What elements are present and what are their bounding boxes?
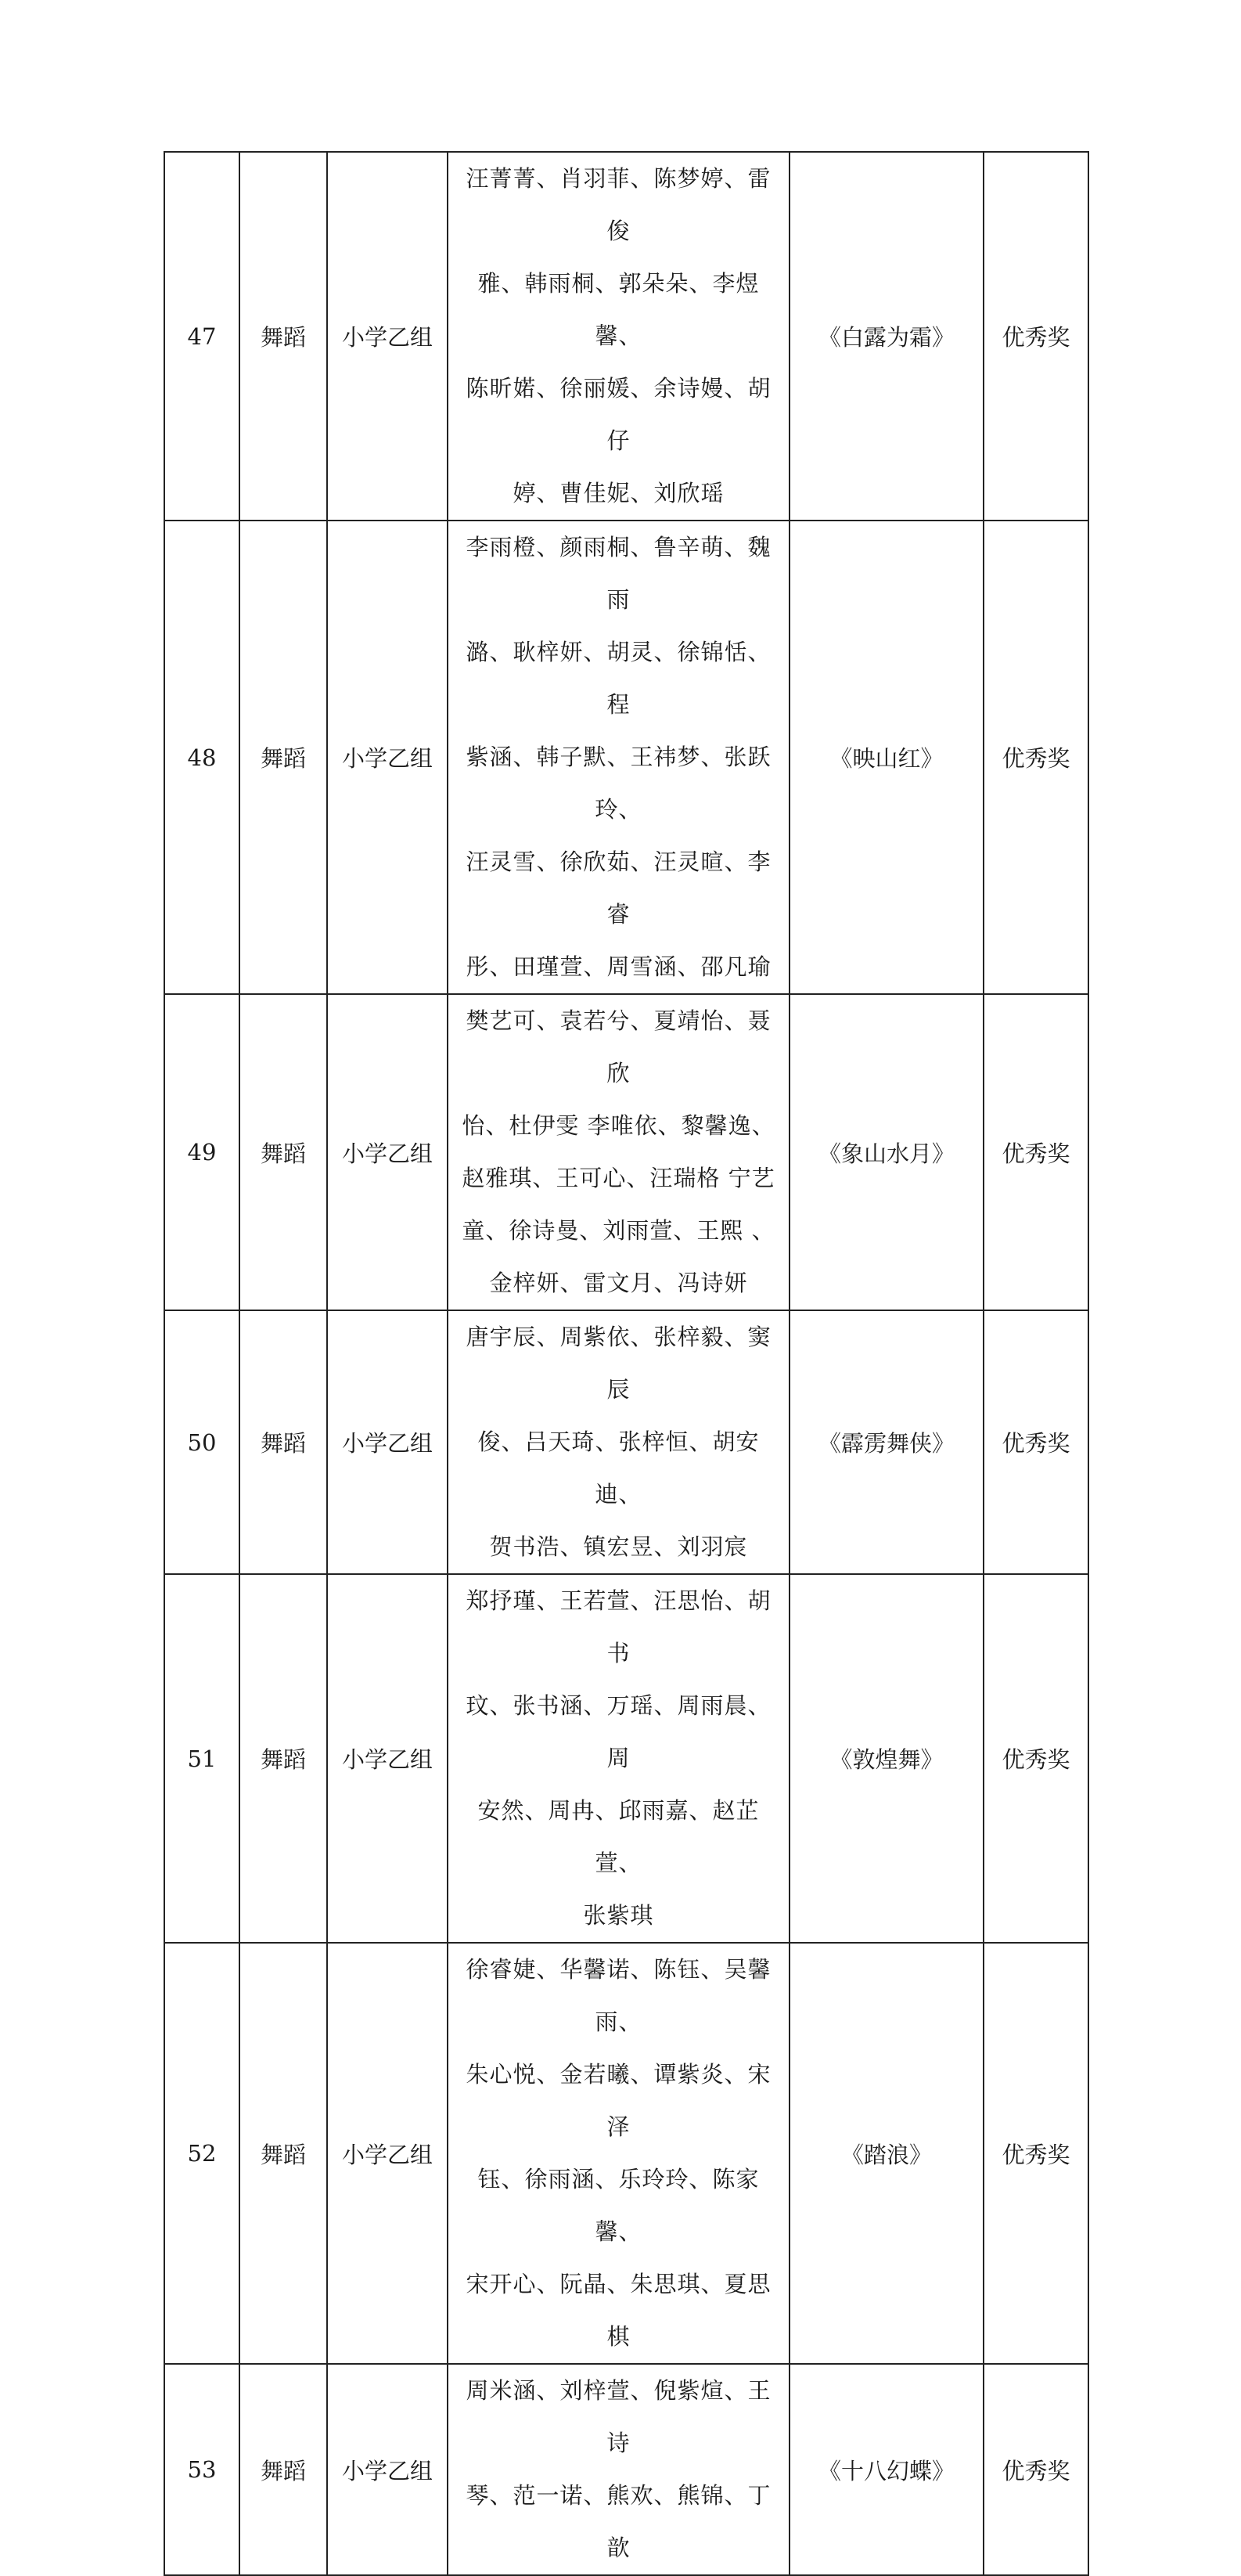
group-cell: 小学乙组: [327, 1943, 448, 2364]
performer-line: 汪菁菁、肖羽菲、陈梦婷、雷俊: [466, 165, 772, 244]
row-number: 52: [164, 1943, 239, 2364]
award-cell: 优秀奖: [984, 1943, 1088, 2364]
performer-line: 紫涵、韩子默、王祎梦、张跃玲、: [466, 744, 772, 823]
performers-cell: [448, 1943, 790, 2364]
group-cell: 小学乙组: [327, 152, 448, 521]
performer-line: 彤、田瑾萱、周雪涵、邵凡瑜: [466, 953, 772, 980]
group-cell: 小学乙组: [327, 2364, 448, 2575]
performer-line: 张紫琪: [583, 1902, 654, 1929]
work-title-cell: 《象山水月》: [790, 994, 984, 1310]
performer-line: 怡、杜伊雯 李唯依、黎馨逸、: [462, 1112, 775, 1139]
performer-line: 俊、吕天琦、张梓恒、胡安迪、: [477, 1429, 760, 1508]
table-row: [164, 152, 1088, 521]
row-number: 49: [164, 994, 239, 1310]
group-cell: 小学乙组: [327, 1574, 448, 1943]
performer-line: 玟、张书涵、万瑶、周雨晨、周: [466, 1692, 772, 1771]
performer-line: 朱心悦、金若曦、谭紫炎、宋泽: [466, 2061, 772, 2140]
table-row: [164, 1310, 1088, 1574]
work-title-cell: 《敦煌舞》: [790, 1574, 984, 1943]
performer-line: 童、徐诗曼、刘雨萱、王熙 、: [462, 1217, 775, 1244]
performer-line: 樊艺可、袁若兮、夏靖怡、聂欣: [466, 1007, 772, 1086]
table-row: [164, 994, 1088, 1310]
group-cell: 小学乙组: [327, 994, 448, 1310]
performer-line: 李雨橙、颜雨桐、鲁辛萌、魏雨: [466, 534, 772, 613]
award-cell: 优秀奖: [984, 1310, 1088, 1574]
award-cell: 优秀奖: [984, 2364, 1088, 2575]
performers-cell: [448, 521, 790, 994]
row-number: 47: [164, 152, 239, 521]
performer-line: 潞、耿梓妍、胡灵、徐锦恬、程: [466, 639, 772, 718]
performer-line: 钰、徐雨涵、乐玲玲、陈家馨、: [477, 2166, 760, 2245]
performer-line: 安然、周冉、邱雨嘉、赵芷萱、: [477, 1797, 760, 1876]
performers-cell: [448, 1574, 790, 1943]
work-title-cell: 《踏浪》: [790, 1943, 984, 2364]
award-cell: 优秀奖: [984, 152, 1088, 521]
performers-cell: [448, 1310, 790, 1574]
category-cell: 舞蹈: [239, 1574, 327, 1943]
performers-cell: [448, 152, 790, 521]
group-cell: 小学乙组: [327, 521, 448, 994]
performer-line: 徐睿婕、华馨诺、陈钰、吴馨雨、: [466, 1956, 772, 2035]
performer-line: 婷、曹佳妮、刘欣瑶: [513, 480, 725, 506]
awards-table: [164, 151, 1089, 2576]
category-cell: 舞蹈: [239, 994, 327, 1310]
category-cell: 舞蹈: [239, 2364, 327, 2575]
performers-cell: [448, 994, 790, 1310]
performer-line: 汪灵雪、徐欣茹、汪灵暄、李睿: [466, 848, 772, 928]
table-row: [164, 521, 1088, 994]
row-number: 50: [164, 1310, 239, 1574]
performer-line: 周米涵、刘梓萱、倪紫煊、王诗: [466, 2377, 772, 2456]
work-title-cell: 《霹雳舞侠》: [790, 1310, 984, 1574]
category-cell: 舞蹈: [239, 1943, 327, 2364]
work-title-cell: 《白露为霜》: [790, 152, 984, 521]
table-row: [164, 1943, 1088, 2364]
group-cell: 小学乙组: [327, 1310, 448, 1574]
table-row: [164, 2364, 1088, 2575]
award-cell: 优秀奖: [984, 1574, 1088, 1943]
award-cell: 优秀奖: [984, 994, 1088, 1310]
performer-line: 金梓妍、雷文月、冯诗妍: [489, 1270, 748, 1296]
performer-line: 雅、韩雨桐、郭朵朵、李煜馨、: [477, 270, 760, 349]
performer-line: 琴、范一诺、熊欢、熊锦、丁歆: [466, 2482, 772, 2561]
work-title-cell: 《十八幻蝶》: [790, 2364, 984, 2575]
performer-line: 郑抒瑾、王若萱、汪思怡、胡书: [466, 1587, 772, 1666]
award-cell: 优秀奖: [984, 521, 1088, 994]
row-number: 51: [164, 1574, 239, 1943]
performer-line: 赵雅琪、王可心、汪瑞格 宁艺: [462, 1165, 775, 1191]
work-title-cell: 《映山红》: [790, 521, 984, 994]
category-cell: 舞蹈: [239, 152, 327, 521]
performer-line: 贺书浩、镇宏昱、刘羽宸: [489, 1533, 748, 1560]
row-number: 48: [164, 521, 239, 994]
category-cell: 舞蹈: [239, 1310, 327, 1574]
category-cell: 舞蹈: [239, 521, 327, 994]
row-number: 53: [164, 2364, 239, 2575]
performer-line: 陈昕婼、徐丽媛、余诗嫚、胡仔: [466, 375, 772, 454]
awards-table-body: [164, 152, 1088, 2575]
performer-line: 唐宇辰、周紫依、张梓毅、窦辰: [466, 1324, 772, 1403]
table-row: [164, 1574, 1088, 1943]
performers-cell: [448, 2364, 790, 2575]
performer-line: 宋开心、阮晶、朱思琪、夏思棋: [466, 2271, 772, 2350]
